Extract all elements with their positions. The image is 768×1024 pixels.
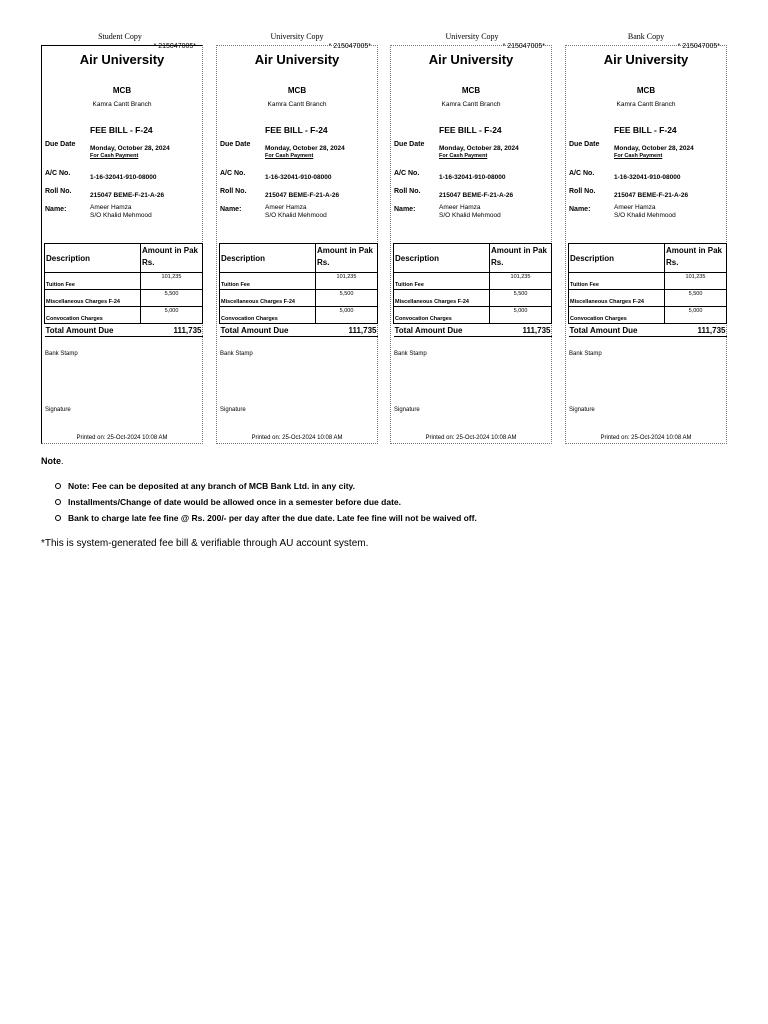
printed-on: Printed on: 25-Oct-2024 10:08 AM (425, 435, 517, 441)
total-amount: 111,735 (316, 324, 378, 337)
due-date-value: Monday, October 28, 2024 (90, 145, 170, 152)
fee-item-desc: Tuition Fee (569, 273, 665, 290)
fee-item-amount: 5,000 (490, 307, 552, 324)
table-row (394, 290, 552, 307)
fee-table (219, 243, 378, 337)
fee-slip-university-copy (390, 45, 552, 444)
footer-note: *This is system-generated fee bill & verifiable through AU account system. (41, 538, 369, 549)
university-name: Air University (254, 52, 340, 67)
ac-number: 1-16-32041-910-08000 (614, 174, 681, 181)
total-row (45, 324, 203, 337)
ac-label: A/C No. (220, 170, 246, 177)
name-label: Name: (394, 206, 416, 213)
printed-on: Printed on: 25-Oct-2024 10:08 AM (600, 435, 692, 441)
table-desc-header: Description (394, 244, 490, 273)
branch-name: Kamra Cantt Branch (92, 101, 152, 108)
table-desc-header: Description (569, 244, 665, 273)
ac-label: A/C No. (394, 170, 420, 177)
table-amount-header: Amount in Pak Rs. (490, 244, 552, 273)
student-name: Ameer Hamza (265, 204, 307, 211)
due-date-label: Due Date (220, 141, 251, 148)
fee-item-amount: 5,500 (316, 290, 378, 307)
university-name: Air University (428, 52, 514, 67)
name-label: Name: (220, 206, 242, 213)
note-item: Note: Fee can be deposited at any branch of MCB Bank Ltd. in any city. (55, 480, 477, 496)
copy-label: University Copy (270, 32, 324, 41)
fee-item-desc: Miscellaneous Charges F-24 (394, 290, 490, 307)
table-row (220, 307, 378, 324)
branch-name: Kamra Cantt Branch (616, 101, 676, 108)
due-date-label: Due Date (45, 141, 76, 148)
barcode-text: * 215047005* (677, 43, 720, 50)
ac-number: 1-16-32041-910-08000 (439, 174, 506, 181)
fee-item-amount: 5,500 (141, 290, 203, 307)
table-row (220, 290, 378, 307)
table-row (45, 273, 203, 290)
notes-heading-suffix: . (61, 456, 64, 466)
roll-label: Roll No. (220, 188, 247, 195)
signature-label: Signature (45, 407, 71, 413)
barcode-text: * 215047005* (328, 43, 371, 50)
parent-name: S/O Khalid Mehmood (439, 212, 501, 219)
fee-slip-bank-copy (565, 45, 727, 444)
ac-number: 1-16-32041-910-08000 (90, 174, 157, 181)
table-row (394, 307, 552, 324)
university-name: Air University (603, 52, 689, 67)
fee-item-amount: 101,235 (665, 273, 727, 290)
bank-stamp-label: Bank Stamp (220, 351, 253, 357)
total-amount: 111,735 (141, 324, 203, 337)
total-row (569, 324, 727, 337)
fee-item-desc: Miscellaneous Charges F-24 (45, 290, 141, 307)
roll-number: 215047 BEME-F-21-A-26 (614, 192, 689, 199)
table-row (45, 290, 203, 307)
due-date-value: Monday, October 28, 2024 (265, 145, 345, 152)
roll-number: 215047 BEME-F-21-A-26 (439, 192, 514, 199)
payment-mode: For Cash Payment (439, 153, 488, 159)
payment-mode: For Cash Payment (265, 153, 314, 159)
due-date-value: Monday, October 28, 2024 (439, 145, 519, 152)
payment-mode: For Cash Payment (614, 153, 663, 159)
table-amount-header: Amount in Pak Rs. (141, 244, 203, 273)
roll-label: Roll No. (569, 188, 596, 195)
table-row (220, 273, 378, 290)
notes-heading (41, 456, 64, 466)
note-item: Installments/Change of date would be allowed once in a semester before due date. (55, 496, 477, 512)
total-label: Total Amount Due (45, 324, 141, 337)
total-label: Total Amount Due (394, 324, 490, 337)
copy-label: Bank Copy (627, 32, 665, 41)
student-name: Ameer Hamza (90, 204, 132, 211)
total-amount: 111,735 (490, 324, 552, 337)
table-row (569, 290, 727, 307)
branch-name: Kamra Cantt Branch (441, 101, 501, 108)
fee-item-desc: Convocation Charges (45, 307, 141, 324)
roll-number: 215047 BEME-F-21-A-26 (90, 192, 165, 199)
printed-on: Printed on: 25-Oct-2024 10:08 AM (251, 435, 343, 441)
fee-slip-student-copy (41, 45, 203, 444)
bank-stamp-label: Bank Stamp (45, 351, 78, 357)
fee-item-amount: 5,500 (490, 290, 552, 307)
name-label: Name: (569, 206, 591, 213)
ac-label: A/C No. (45, 170, 71, 177)
fee-table (44, 243, 203, 337)
total-amount: 111,735 (665, 324, 727, 337)
signature-label: Signature (394, 407, 420, 413)
signature-label: Signature (569, 407, 595, 413)
branch-name: Kamra Cantt Branch (267, 101, 327, 108)
bank-stamp-label: Bank Stamp (569, 351, 602, 357)
notes-list (55, 480, 477, 528)
bank-name: MCB (112, 86, 132, 95)
student-name: Ameer Hamza (439, 204, 481, 211)
table-desc-header: Description (220, 244, 316, 273)
fee-bill-title: FEE BILL - F-24 (90, 125, 153, 135)
roll-label: Roll No. (394, 188, 421, 195)
fee-item-desc: Convocation Charges (394, 307, 490, 324)
fee-item-amount: 5,000 (316, 307, 378, 324)
fee-bill-title: FEE BILL - F-24 (265, 125, 328, 135)
fee-item-amount: 101,235 (490, 273, 552, 290)
signature-label: Signature (220, 407, 246, 413)
barcode-text: * 215047005* (502, 43, 545, 50)
table-row (569, 307, 727, 324)
table-row (45, 307, 203, 324)
fee-item-amount: 101,235 (141, 273, 203, 290)
note-item: Bank to charge late fee fine @ Rs. 200/- per day after the due date. Late fee fine will not be waived off. (55, 512, 477, 528)
fee-item-amount: 101,235 (316, 273, 378, 290)
bank-name: MCB (461, 86, 481, 95)
university-name: Air University (79, 52, 165, 67)
fee-table (393, 243, 552, 337)
fee-slip-university-copy (216, 45, 378, 444)
roll-label: Roll No. (45, 188, 72, 195)
bank-name: MCB (636, 86, 656, 95)
name-label: Name: (45, 206, 67, 213)
table-desc-header: Description (45, 244, 141, 273)
due-date-label: Due Date (394, 141, 425, 148)
fee-item-desc: Tuition Fee (45, 273, 141, 290)
table-row (394, 273, 552, 290)
ac-label: A/C No. (569, 170, 595, 177)
barcode-text: * 215047005* (153, 43, 196, 50)
ac-number: 1-16-32041-910-08000 (265, 174, 332, 181)
due-date-value: Monday, October 28, 2024 (614, 145, 694, 152)
notes-heading-text: Note (41, 456, 61, 466)
fee-item-desc: Convocation Charges (569, 307, 665, 324)
fee-item-amount: 5,000 (141, 307, 203, 324)
parent-name: S/O Khalid Mehmood (90, 212, 152, 219)
roll-number: 215047 BEME-F-21-A-26 (265, 192, 340, 199)
bank-stamp-label: Bank Stamp (394, 351, 427, 357)
parent-name: S/O Khalid Mehmood (614, 212, 676, 219)
table-row (569, 273, 727, 290)
table-amount-header: Amount in Pak Rs. (665, 244, 727, 273)
total-label: Total Amount Due (220, 324, 316, 337)
fee-item-desc: Miscellaneous Charges F-24 (569, 290, 665, 307)
total-label: Total Amount Due (569, 324, 665, 337)
fee-item-desc: Tuition Fee (220, 273, 316, 290)
payment-mode: For Cash Payment (90, 153, 139, 159)
table-amount-header: Amount in Pak Rs. (316, 244, 378, 273)
fee-item-amount: 5,500 (665, 290, 727, 307)
fee-bill-title: FEE BILL - F-24 (439, 125, 502, 135)
fee-item-desc: Miscellaneous Charges F-24 (220, 290, 316, 307)
copy-label: Student Copy (98, 32, 142, 41)
fee-item-desc: Convocation Charges (220, 307, 316, 324)
total-row (394, 324, 552, 337)
printed-on: Printed on: 25-Oct-2024 10:08 AM (76, 435, 168, 441)
due-date-label: Due Date (569, 141, 600, 148)
fee-item-desc: Tuition Fee (394, 273, 490, 290)
copy-label: University Copy (445, 32, 499, 41)
fee-bill-title: FEE BILL - F-24 (614, 125, 677, 135)
bank-name: MCB (287, 86, 307, 95)
student-name: Ameer Hamza (614, 204, 656, 211)
parent-name: S/O Khalid Mehmood (265, 212, 327, 219)
fee-table (568, 243, 727, 337)
total-row (220, 324, 378, 337)
fee-item-amount: 5,000 (665, 307, 727, 324)
